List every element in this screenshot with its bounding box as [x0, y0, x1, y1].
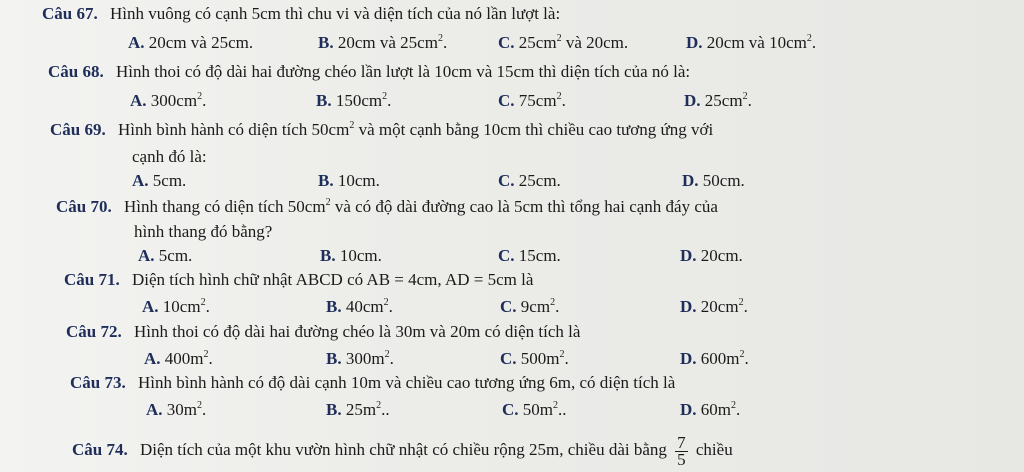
option-b[interactable]: B. $150cm^2$. [316, 91, 392, 110]
option-d[interactable]: D. $25cm^2$. [684, 91, 752, 110]
option-d[interactable]: D. 20cm và $10cm^2$. [686, 33, 817, 52]
option-c[interactable]: C. 15cm. [498, 246, 561, 265]
option-c[interactable]: C. $9cm^2$. [500, 297, 560, 316]
question-number: Câu 72. [66, 322, 122, 341]
question-71 [64, 269, 533, 291]
option-c[interactable]: C. $500m^2$. [500, 349, 569, 368]
question-text: Hình thoi có độ dài hai đường chéo là 30m và 20m có diện tích là [133, 322, 581, 341]
option-c[interactable]: C. $50m^2$.. [502, 400, 567, 419]
option-a[interactable]: A. 20cm và 25cm. [128, 33, 254, 52]
option-d[interactable]: D. 20cm. [680, 246, 743, 265]
question-number: Câu 68. [48, 62, 104, 81]
option-a[interactable]: A. 5cm. [132, 171, 187, 190]
question-number: Câu 73. [70, 373, 126, 392]
question-73 [70, 372, 675, 394]
question-74 [72, 432, 733, 468]
question-text: Hình vuông có cạnh 5cm thì chu vi và diện tích của nó lần lượt là: [109, 4, 561, 23]
option-c[interactable]: C. $75cm^2$. [498, 91, 566, 110]
option-c[interactable]: C. $25cm^2$ và 20cm. [498, 33, 629, 52]
option-d[interactable]: D. 50cm. [682, 171, 745, 190]
question-text-continued: hình thang đó bằng? [134, 222, 273, 241]
question-text: Hình bình hành có độ dài cạnh 10m và chiều cao tương ứng 6m, có diện tích là [137, 373, 676, 392]
option-d[interactable]: D. $600m^2$. [680, 349, 749, 368]
option-d[interactable]: D. $60m^2$. [680, 400, 741, 419]
option-a[interactable]: A. $10cm^2$. [142, 297, 210, 316]
option-b[interactable]: B. $40cm^2$. [326, 297, 393, 316]
fraction: $\frac{7}{5}$ [677, 432, 686, 469]
question-number: Câu 70. [56, 197, 112, 216]
option-b[interactable]: B. 10cm. [320, 246, 382, 265]
question-text: Hình bình hành có diện tích $50cm^2$ và một cạnh bằng 10cm thì chiều cao tương ứng với [117, 120, 714, 139]
option-d[interactable]: D. $20cm^2$. [680, 297, 748, 316]
option-a[interactable]: A. $300cm^2$. [130, 91, 207, 110]
option-a[interactable]: A. $400m^2$. [144, 349, 213, 368]
question-68 [48, 61, 690, 83]
option-b[interactable]: B. $25m^2$.. [326, 400, 390, 419]
question-text: Hình thang có diện tích $50cm^2$ và có độ dài đường cao là 5cm thì tổng hai cạnh đáy của [123, 197, 718, 216]
question-number: Câu 69. [50, 120, 106, 139]
option-a[interactable]: A. 5cm. [138, 246, 193, 265]
option-b[interactable]: B. 10cm. [318, 171, 380, 190]
question-number: Câu 74. [72, 440, 128, 459]
question-text-continued: cạnh đó là: [132, 147, 207, 166]
option-b[interactable]: B. $300m^2$. [326, 349, 394, 368]
question-text: Diện tích hình chữ nhật ABCD có AB = 4cm, AD = 5cm là [131, 270, 534, 289]
question-72 [66, 321, 580, 343]
question-number: Câu 71. [64, 270, 120, 289]
option-b[interactable]: B. 20cm và $25cm^2$. [318, 33, 448, 52]
question-70 [56, 196, 718, 218]
question-text: Diện tích của một khu vườn hình chữ nhật có chiều rộng 25m, chiều dài bằng $\frac{7}{5}$ chiều [139, 432, 733, 469]
option-c[interactable]: C. 25cm. [498, 171, 561, 190]
question-67 [42, 3, 560, 25]
question-69 [50, 119, 713, 141]
question-text: Hình thoi có độ dài hai đường chéo lần lượt là 10cm và 15cm thì diện tích của nó là: [115, 62, 691, 81]
question-number: Câu 67. [42, 4, 98, 23]
option-a[interactable]: A. $30m^2$. [146, 400, 207, 419]
